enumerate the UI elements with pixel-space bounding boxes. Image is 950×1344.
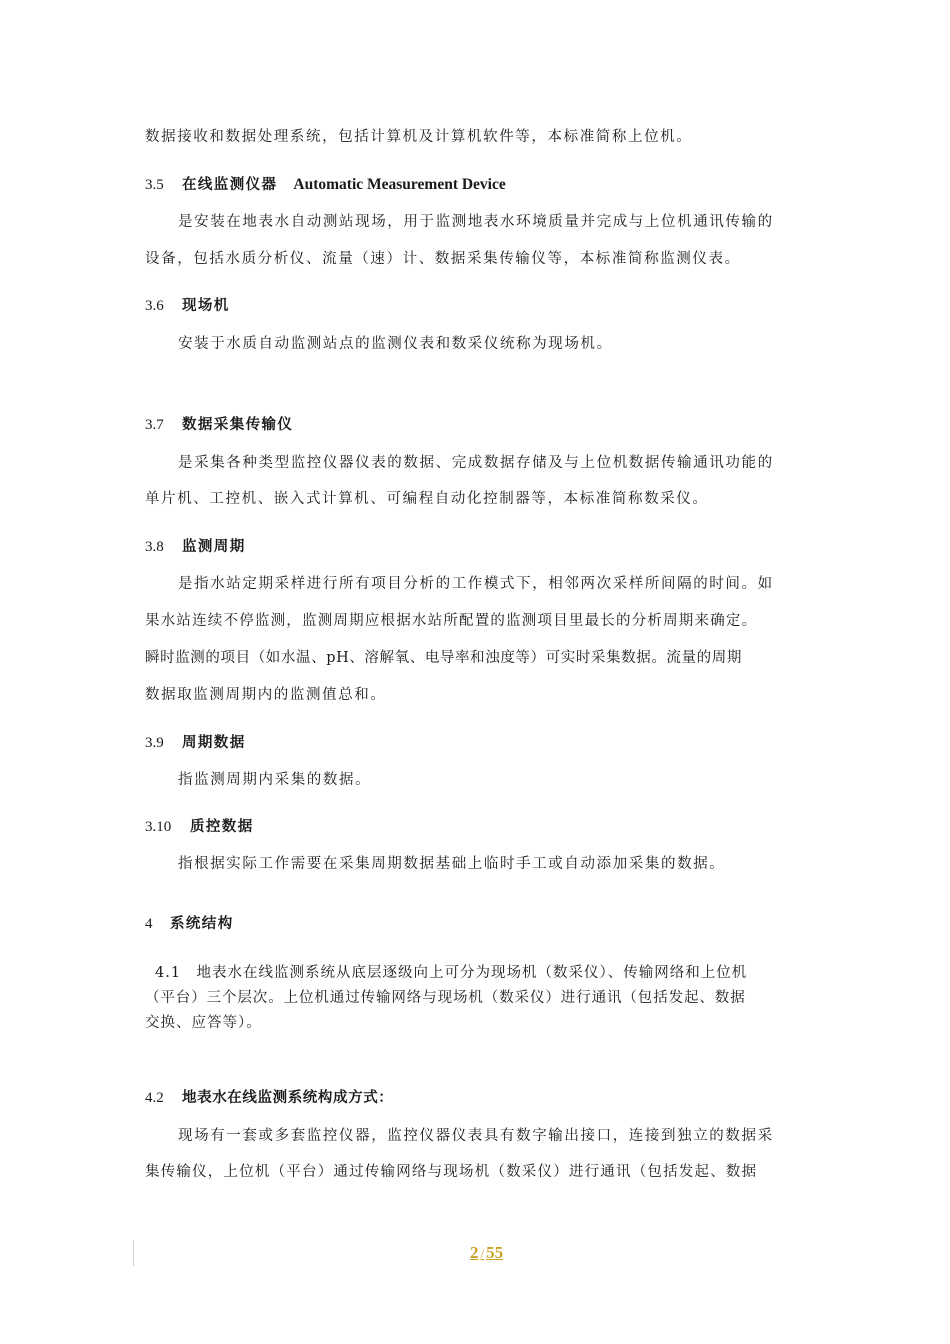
- section-title: 数据采集传输仪: [182, 416, 294, 433]
- section-title: 周期数据: [182, 734, 246, 751]
- paragraph-line: 是指水站定期采样进行所有项目分析的工作模式下，相邻两次采样所间隔的时间。如: [178, 576, 774, 592]
- page-number[interactable]: [470, 1243, 503, 1263]
- paragraph-line: 果水站连续不停监测，监测周期应根据水站所配置的监测项目里最长的分析周期来确定。: [145, 613, 758, 629]
- section-heading-3-10: [145, 817, 254, 837]
- paragraph-line: 数据接收和数据处理系统，包括计算机及计算机软件等，本标准简称上位机。: [145, 129, 693, 145]
- section-heading-3-5: [145, 175, 506, 195]
- paragraph-line: （平台）三个层次。上位机通过传输网络与现场机（数采仪）进行通讯（包括发起、数据: [145, 990, 746, 1006]
- section-heading-3-6: [145, 296, 230, 316]
- paragraph-line: 安装于水质自动监测站点的监测仪表和数采仪统称为现场机。: [178, 336, 613, 352]
- paragraph-line: 瞬时监测的项目（如水温、pH、溶解氧、电导率和浊度等）可实时采集数据。流量的周期: [145, 650, 742, 666]
- paragraph-line: 单片机、工控机、嵌入式计算机、可编程自动化控制器等，本标准简称数采仪。: [145, 491, 709, 507]
- page-separator: /: [480, 1246, 485, 1261]
- section-title: 监测周期: [182, 538, 246, 555]
- paragraph-line: 4.1 地表水在线监测系统从底层逐级向上可分为现场机（数采仪）、传输网络和上位机: [155, 965, 748, 981]
- section-number: 3.7: [145, 417, 164, 433]
- paragraph-line: 是采集各种类型监控仪器仪表的数据、完成数据存储及与上位机数据传输通讯功能的: [178, 455, 774, 471]
- section-heading-4: [145, 914, 234, 934]
- paragraph-line: 集传输仪，上位机（平台）通过传输网络与现场机（数采仪）进行通讯（包括发起、数据: [145, 1164, 758, 1180]
- paragraph-line: 指根据实际工作需要在采集周期数据基础上临时手工或自动添加采集的数据。: [178, 856, 726, 872]
- section-number: 4: [145, 916, 153, 932]
- section-title: 系统结构: [170, 915, 234, 932]
- section-title: 现场机: [182, 297, 230, 314]
- current-page-number: 2: [470, 1243, 479, 1262]
- section-title: 地表水在线监测系统构成方式：: [182, 1089, 394, 1106]
- section-heading-3-9: [145, 733, 246, 753]
- section-heading-4-2: [145, 1088, 393, 1108]
- section-title: 在线监测仪器: [182, 176, 278, 193]
- section-number: 3.5: [145, 177, 164, 193]
- paragraph-line: 设备，包括水质分析仪、流量（速）计、数据采集传输仪等，本标准简称监测仪表。: [145, 251, 741, 267]
- paragraph-line: 交换、应答等）。: [145, 1015, 262, 1031]
- paragraph-line: 指监测周期内采集的数据。: [178, 772, 372, 788]
- section-number: 3.6: [145, 298, 164, 314]
- section-number: 4.2: [145, 1090, 164, 1106]
- paragraph-line: 数据取监测周期内的监测值总和。: [145, 687, 387, 703]
- section-number: 3.10: [145, 819, 172, 835]
- section-heading-3-7: [145, 415, 293, 435]
- section-title-english: Automatic Measurement Device: [293, 176, 506, 193]
- section-number: 3.9: [145, 735, 164, 751]
- section-number: 3.8: [145, 539, 164, 555]
- paragraph-line: 是安装在地表水自动测站现场，用于监测地表水环境质量并完成与上位机通讯传输的: [178, 214, 774, 230]
- section-title: 质控数据: [190, 818, 254, 835]
- section-heading-3-8: [145, 537, 246, 557]
- total-pages: 55: [486, 1243, 504, 1262]
- footer-divider: [133, 1240, 134, 1266]
- paragraph-line: 现场有一套或多套监控仪器，监控仪器仪表具有数字输出接口，连接到独立的数据采: [178, 1128, 774, 1144]
